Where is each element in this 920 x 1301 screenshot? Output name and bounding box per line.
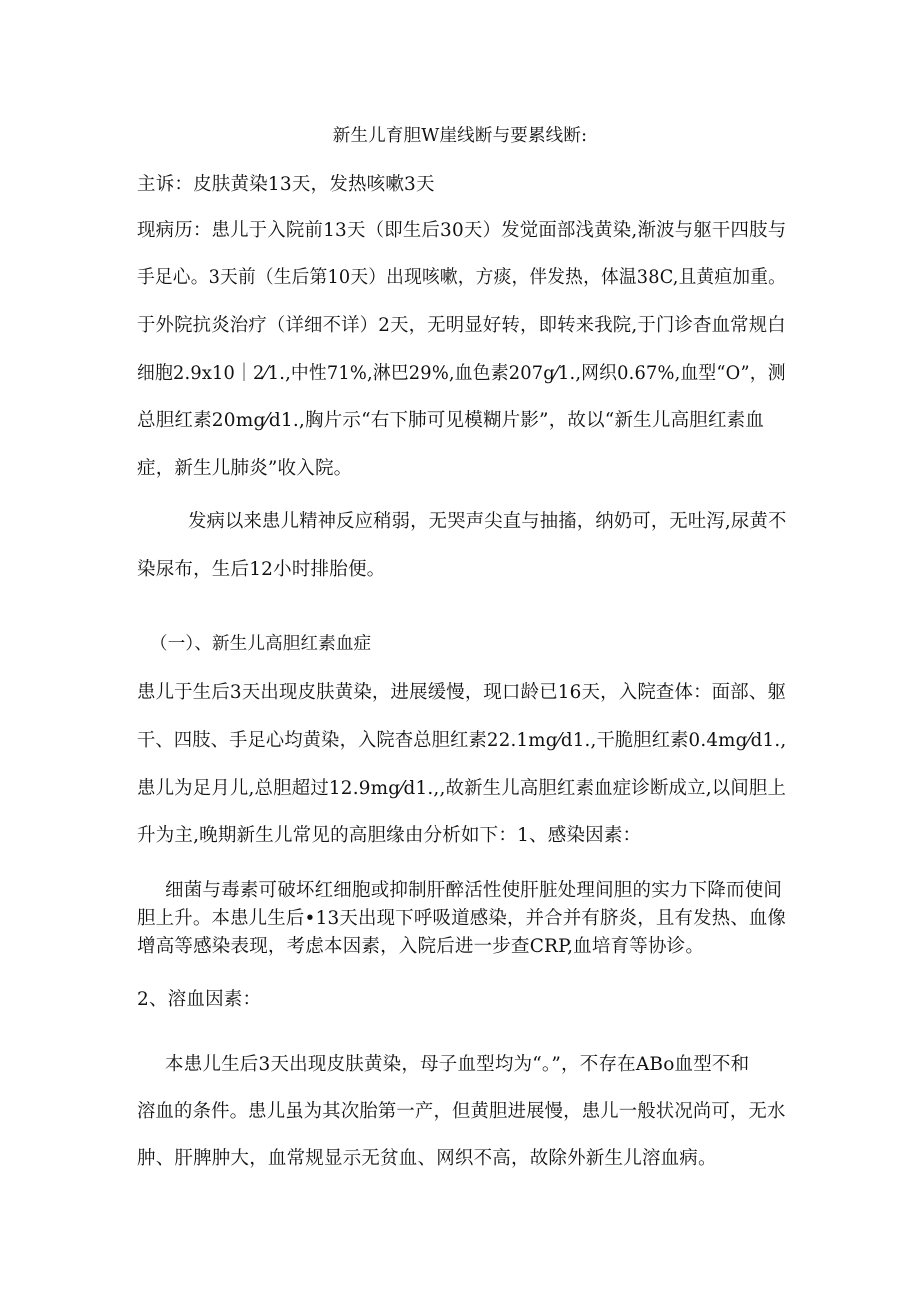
hemolysis-line: 本患儿生后3天出现皮肤黄染，母子血型均为“。”，不存在ABo血型不和: [165, 1054, 750, 1075]
section-1-line: 升为主,晚期新生儿常见的高胆缘由分析如下：1、感染因素：: [137, 825, 642, 846]
history-line: 于外院抗炎治疗（详细不详）2天，无明显好转，即转来我院,于门诊杳血常规白: [137, 315, 786, 336]
section-1-line: 患儿为足月儿,总胆超过12.9mg⁄d1.,,故新生儿高胆红素血症诊断成立,以间胆上: [137, 778, 787, 799]
onset-line: 发病以来患儿精神反应稍弱，无哭声尖直与抽搐，纳奶可，无吐泻,尿黄不: [188, 511, 787, 532]
onset-line: 染尿布，生后12小时排胎便。: [137, 559, 386, 580]
infection-line: 细菌与毒素可破坏红细胞或抑制肝醉活性使肝脏处理间胆的实力下降而使间: [165, 880, 783, 901]
infection-line: 胆上升。本患儿生后•13天出现下呼吸道感染，并合并有脐炎，且有发热、血像: [137, 908, 787, 929]
section-1-line: 干、四肢、手足心均黄染，入院杳总胆红素22.1mg⁄d1.,干脆胆红素0.4mg⁄d1.,: [137, 730, 787, 751]
history-line: 现病历：患儿于入院前13天（即生后30天）发觉面部浅黄染,渐波与躯干四肢与: [137, 220, 787, 241]
section-1-heading: （一）、新生儿高胆红素血症: [150, 634, 372, 654]
history-line: 症，新生儿肺炎”收入院。: [137, 458, 353, 479]
history-line: 细胞2.9x10｜2⁄1.,中性71%,淋巴29%,血色素207g⁄1.,网织0.67%,血型“O”，测: [137, 363, 786, 384]
history-line: 总胆红素20mg⁄d1.,胸片示“右下肺可见模糊片影”，故以“新生儿高胆红素血: [137, 410, 765, 431]
infection-line: 增高等感染表现，考虑本因素，入院后进一步查CRP,血培育等协诊。: [137, 936, 705, 957]
history-line: 手足心。3天前（生后第10天）出现咳嗽，方痰，伴发热，体温38C,且黄疸加重。: [137, 267, 787, 288]
section-2-heading: 2、溶血因素：: [137, 989, 262, 1010]
section-1-line: 患儿于生后3天出现皮肤黄染，进展缓慢，现口龄已16天，入院查体：面部、躯: [137, 682, 787, 703]
document-title: 新生儿育胆W崖线断与要累线断:: [332, 126, 588, 146]
chief-complaint: 主诉：皮肤黄染13天，发热咳嗽3天: [137, 174, 435, 195]
hemolysis-line: 肿、肝脾肿大，血常规显示无贫血、网织不高，故除外新生儿溶血病。: [137, 1148, 717, 1169]
hemolysis-line: 溶血的条件。患儿虽为其次胎第一产，但黄胆进展慢，患儿一般状况尚可，无水: [137, 1101, 786, 1122]
